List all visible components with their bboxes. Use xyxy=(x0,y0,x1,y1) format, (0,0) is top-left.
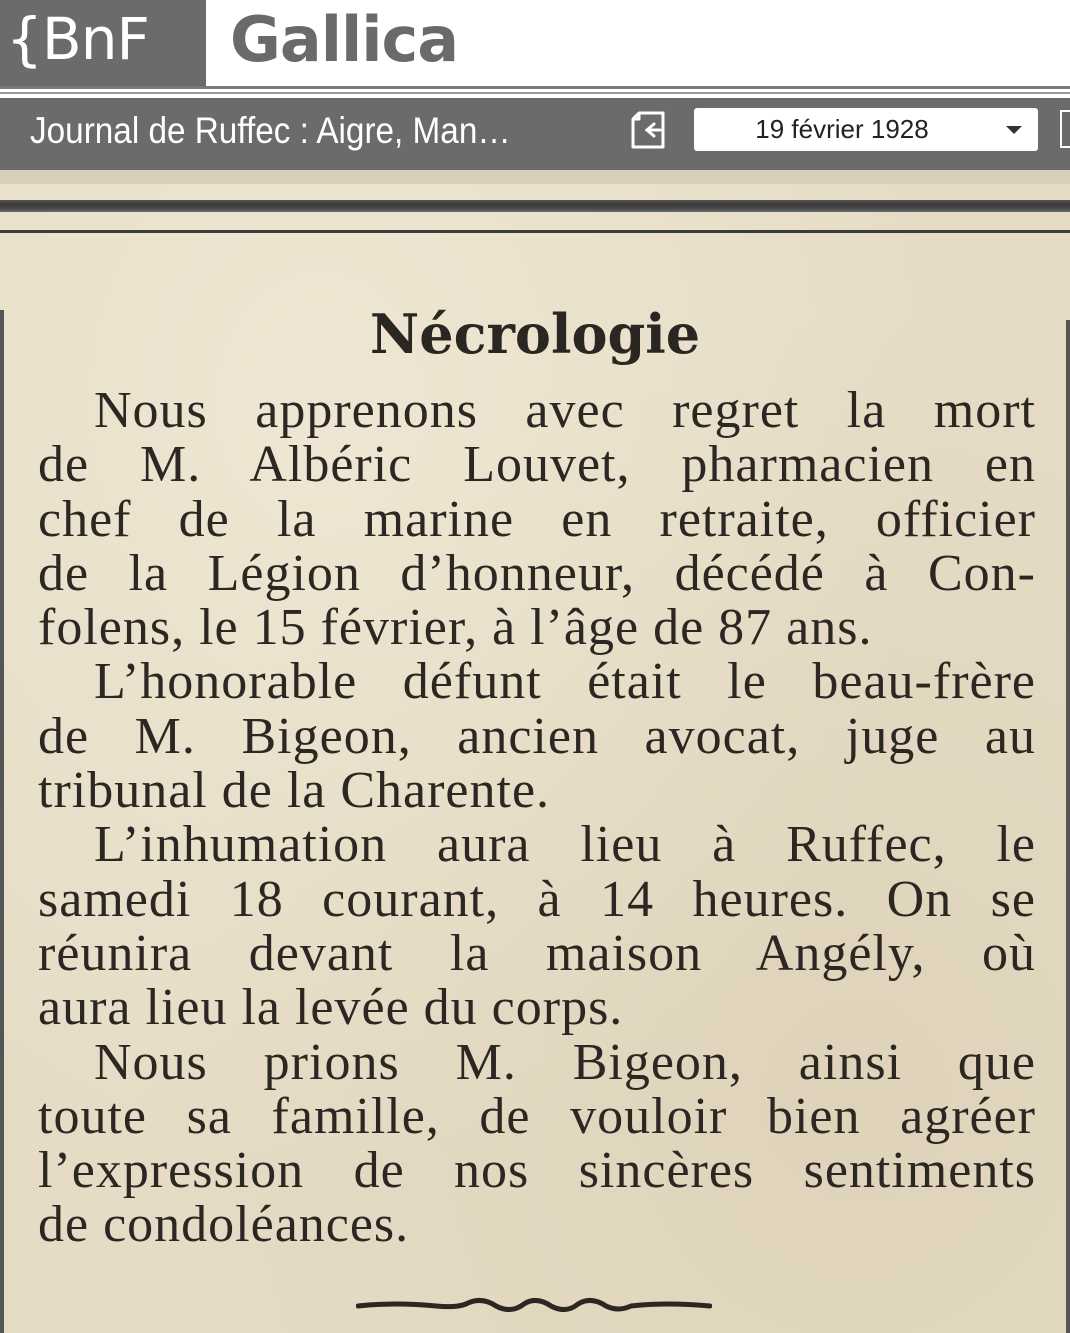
article-line: L’honorable défunt était le beau-frère xyxy=(94,653,1036,711)
issue-date-value: 19 février 1928 xyxy=(755,114,929,144)
site-header xyxy=(0,0,1070,88)
article-heading: Nécrologie xyxy=(369,302,701,366)
article-line: chef de la marine en retraite, officier xyxy=(38,490,1036,548)
article-line: folens, le 15 février, à l’âge de 87 ans. xyxy=(38,599,873,657)
ornament-divider xyxy=(356,1294,712,1318)
issue-date-select[interactable] xyxy=(694,108,1038,151)
header-divider-secondary xyxy=(0,92,1070,94)
document-toolbar xyxy=(0,98,1070,170)
article-line: réunira devant la maison Angély, où xyxy=(38,924,1036,982)
article-body xyxy=(38,384,1036,1253)
newspaper-rule-thick xyxy=(0,200,1070,212)
article-line: de M. Bigeon, ancien avocat, juge au xyxy=(38,707,1036,765)
scanned-page xyxy=(0,170,1070,1333)
column-border-left xyxy=(0,310,4,1333)
column-border-right xyxy=(1066,320,1070,1333)
header-divider xyxy=(0,86,1070,89)
bnf-logo[interactable]: {BnF xyxy=(0,0,206,86)
document-title[interactable]: Journal de Ruffec : Aigre, Man… xyxy=(30,110,511,151)
article-line: Nous prions M. Bigeon, ainsi que xyxy=(94,1033,1036,1091)
page-turn-icon[interactable] xyxy=(630,110,670,150)
gallica-logo[interactable]: Gallica xyxy=(230,3,459,76)
article-line: tribunal de la Charente. xyxy=(38,762,551,820)
next-page-edge-icon[interactable] xyxy=(1060,110,1070,148)
article-line: toute sa famille, de vouloir bien agréer xyxy=(38,1087,1036,1145)
article-line: L’inhumation aura lieu à Ruffec, le xyxy=(94,816,1036,874)
article-line: aura lieu la levée du corps. xyxy=(38,979,624,1037)
page-top-shade xyxy=(0,170,1070,184)
article-line: samedi 18 courant, à 14 heures. On se xyxy=(38,870,1036,928)
article-line: de condoléances. xyxy=(38,1196,410,1254)
article-line: Nous apprenons avec regret la mort xyxy=(94,382,1036,439)
article-line: l’expression de nos sincères sentiments xyxy=(38,1142,1036,1200)
article-line: de la Légion d’honneur, décédé à Con- xyxy=(38,544,1036,602)
chevron-down-icon[interactable] xyxy=(1006,126,1022,134)
article-line: de M. Albéric Louvet, pharmacien en xyxy=(38,436,1036,494)
newspaper-rule-thin xyxy=(0,230,1070,233)
